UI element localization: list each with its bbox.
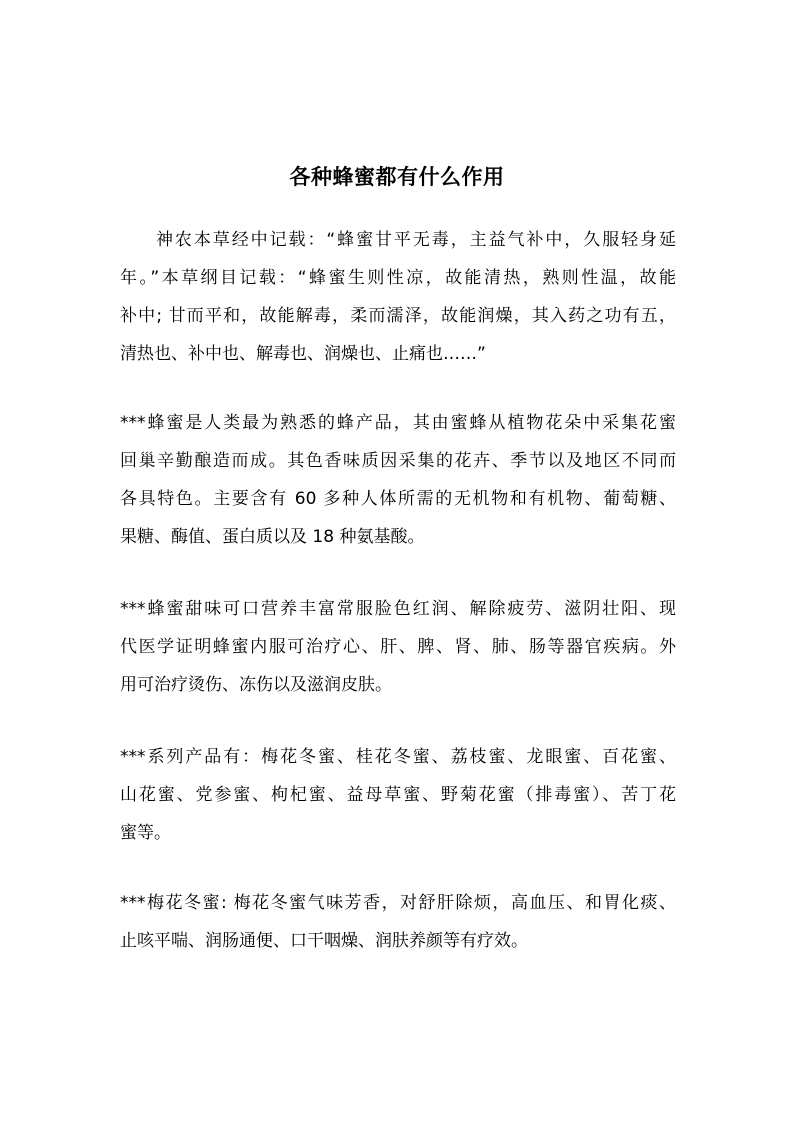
paragraph-line: 年。”本草纲目记载：“蜂蜜生则性凉，故能清热，熟则性温，故能: [120, 268, 676, 288]
paragraph-line: 神农本草经中记载：“蜂蜜甘平无毒，主益气补中，久服轻身延: [156, 230, 676, 250]
paragraph-line: 山花蜜、党参蜜、枸杞蜜、益母草蜜、野菊花蜜（排毒蜜）、苦丁花: [120, 785, 676, 805]
paragraph-product-series: [120, 738, 676, 852]
paragraph-line: 用可治疗烫伤、冻伤以及滋润皮肤。: [120, 675, 392, 695]
paragraph-line: ***蜂蜜是人类最为熟悉的蜂产品，其由蜜蜂从植物花朵中采集花蜜: [120, 413, 676, 433]
paragraph-shennong-quote: [120, 221, 676, 373]
paragraph-line: 止咳平喘、润肠通便、口干咽燥、润肤养颜等有疗效。: [120, 931, 528, 951]
paragraph-line: 回巢辛勤酿造而成。其色香味质因采集的花卉、季节以及地区不同而: [120, 451, 676, 471]
paragraph-line: 代医学证明蜂蜜内服可治疗心、肝、脾、肾、肺、肠等器官疾病。外: [120, 637, 676, 657]
paragraph-line: ***蜂蜜甜味可口营养丰富常服脸色红润、解除疲劳、滋阴壮阳、现: [120, 599, 676, 619]
paragraph-line: 蜜等。: [120, 823, 171, 843]
paragraph-line: 各具特色。主要含有 60 多种人体所需的无机物和有机物、葡萄糖、: [120, 489, 676, 509]
page-title: 各种蜂蜜都有什么作用: [289, 164, 505, 189]
paragraph-plum-winter-honey: [120, 884, 676, 960]
paragraph-line: ***系列产品有：梅花冬蜜、桂花冬蜜、荔枝蜜、龙眼蜜、百花蜜、: [120, 747, 676, 767]
paragraph-line: 果糖、酶值、蛋白质以及 18 种氨基酸。: [120, 527, 425, 547]
paragraph-line: ***梅花冬蜜: 梅花冬蜜气味芳香，对舒肝除烦，高血压、和胃化痰、: [120, 893, 676, 913]
paragraph-honey-intro: [120, 404, 676, 556]
paragraph-honey-benefits: [120, 590, 676, 704]
paragraph-line: 补中; 甘而平和，故能解毒，柔而濡泽，故能润燥，其入药之功有五，: [120, 306, 676, 326]
paragraph-line: 清热也、补中也、解毒也、润燥也、止痛也……”: [120, 344, 486, 364]
